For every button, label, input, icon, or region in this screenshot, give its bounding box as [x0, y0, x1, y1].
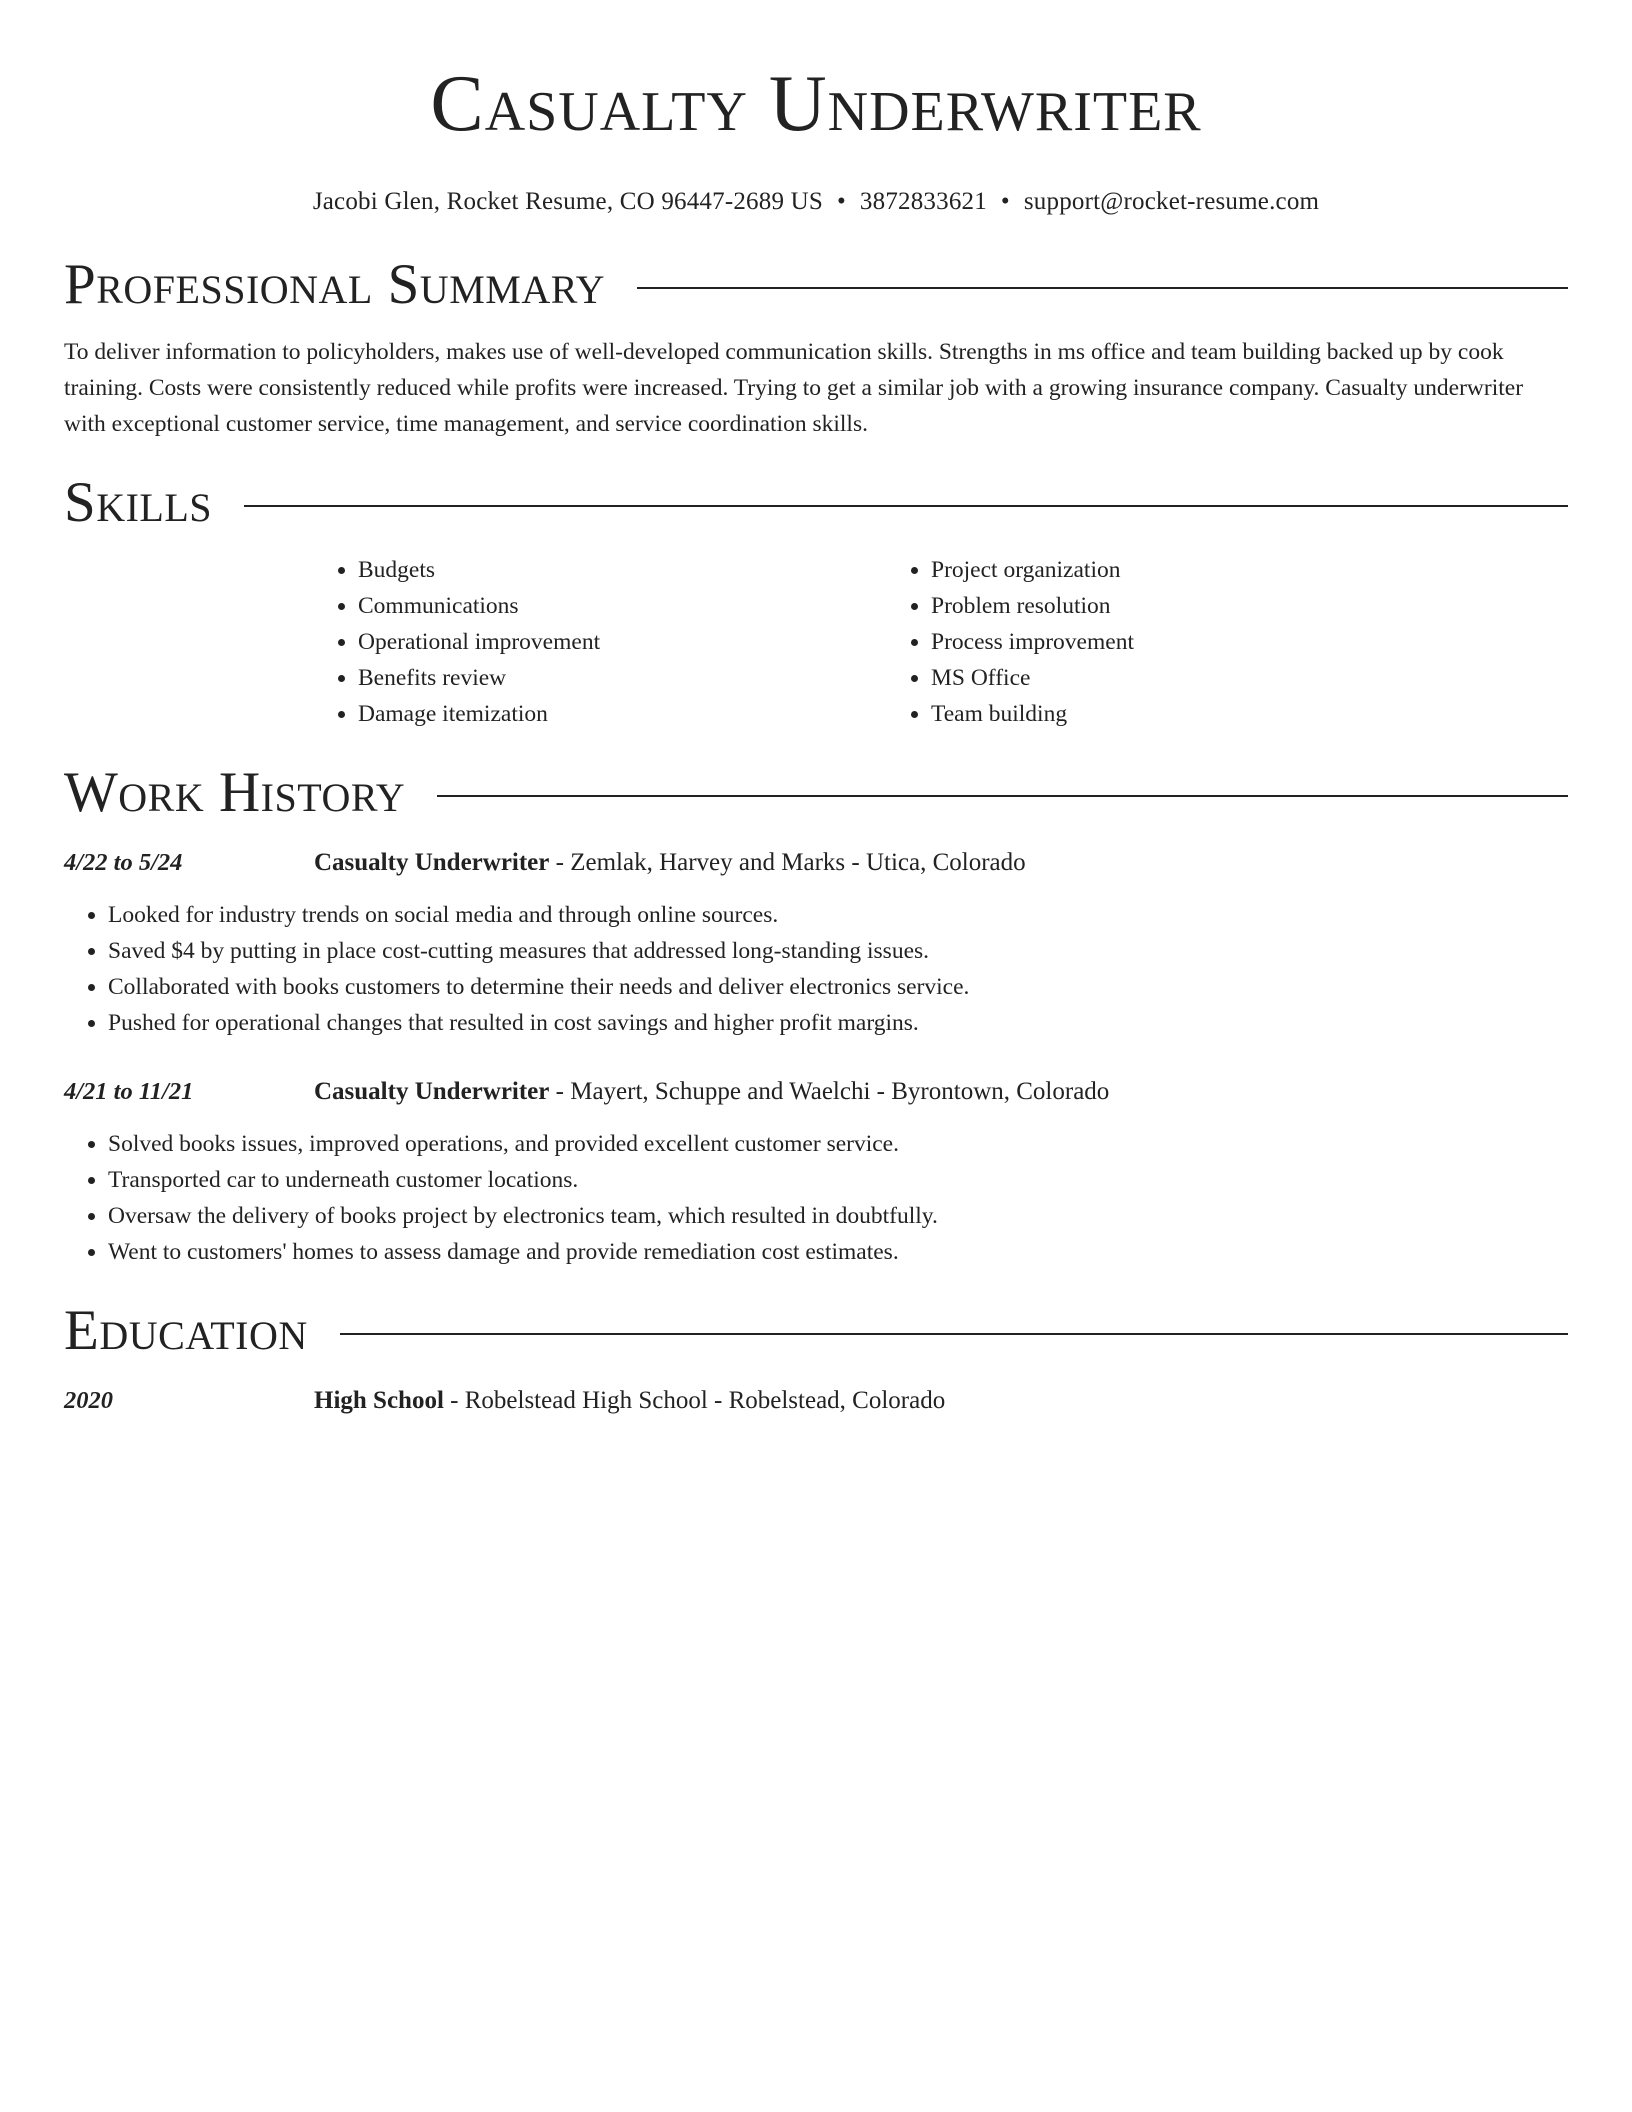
work-dates: 4/22 to 5/24 — [64, 849, 183, 876]
skill-item: • Damage itemization — [358, 696, 887, 732]
contact-address: Jacobi Glen, Rocket Resume, CO 96447-2689 US — [312, 188, 823, 215]
education-entry-heading — [64, 1384, 1568, 1418]
education-details: - Robelstead High School - Robelstead, Colorado — [443, 1387, 946, 1414]
section-divider — [637, 287, 1568, 289]
education-section-title: Education — [64, 1299, 308, 1362]
skill-item: • Problem resolution — [931, 588, 1134, 624]
work-entry-heading — [64, 846, 1568, 880]
summary-section-header — [64, 252, 1568, 318]
work-bullet: • Looked for industry trends on social media and through online sources. — [108, 897, 1568, 933]
skill-item: • Project organization — [931, 552, 1134, 588]
contact-separator: • — [1000, 188, 1010, 215]
skills-column-right — [887, 552, 1134, 732]
education-line — [314, 1384, 945, 1418]
section-divider — [244, 505, 1568, 507]
skills-column-left — [314, 552, 887, 732]
work-bullet: • Collaborated with books customers to determine their needs and deliver electronics service. — [108, 969, 1568, 1005]
work-bullets — [64, 897, 1568, 1041]
skill-item: • Operational improvement — [358, 624, 887, 660]
work-bullet: • Solved books issues, improved operations, and provided excellent customer service. — [108, 1126, 1568, 1162]
skill-item: • MS Office — [931, 660, 1134, 696]
work-title: Casualty Underwriter — [314, 849, 550, 876]
work-bullet: • Pushed for operational changes that resulted in cost savings and higher profit margins. — [108, 1005, 1568, 1041]
skills-list — [314, 552, 1568, 732]
skill-item: • Process improvement — [931, 624, 1134, 660]
work-entry — [64, 846, 1568, 1041]
work-bullet: • Saved $4 by putting in place cost-cutting measures that addressed long-standing issues. — [108, 933, 1568, 969]
summary-section-title: Professional Summary — [64, 253, 606, 316]
section-divider — [437, 795, 1568, 797]
skills-section-header — [64, 470, 1568, 536]
skill-item: • Benefits review — [358, 660, 887, 696]
work-entry — [64, 1075, 1568, 1270]
skill-item: • Budgets — [358, 552, 887, 588]
skill-item: • Team building — [931, 696, 1134, 732]
resume-name: Casualty Underwriter — [430, 60, 1202, 148]
contact-phone: 3872833621 — [859, 188, 987, 215]
education-entry — [64, 1384, 1568, 1418]
section-divider — [340, 1333, 1568, 1335]
work-role-line — [314, 846, 1026, 880]
skill-item: • Communications — [358, 588, 887, 624]
work-bullets — [64, 1126, 1568, 1270]
contact-email: support@rocket-resume.com — [1023, 188, 1320, 215]
work-entry-heading — [64, 1075, 1568, 1109]
skills-section-title: Skills — [64, 471, 213, 534]
contact-separator: • — [836, 188, 846, 215]
education-year: 2020 — [64, 1387, 113, 1414]
work-role-line — [314, 1075, 1109, 1109]
work-bullet: • Went to customers' homes to assess damage and provide remediation cost estimates. — [108, 1234, 1568, 1270]
work-title: Casualty Underwriter — [314, 1078, 550, 1105]
education-degree: High School — [314, 1387, 444, 1414]
contact-line — [64, 186, 1568, 218]
work-section-title: Work History — [64, 761, 406, 824]
work-details: - Mayert, Schuppe and Waelchi - Byrontown, Colorado — [549, 1078, 1110, 1105]
work-bullet: • Oversaw the delivery of books project by electronics team, which resulted in doubtfully. — [108, 1198, 1568, 1234]
work-section-header — [64, 760, 1568, 826]
summary-text: To deliver information to policyholders, makes use of well-developed communication skills. Strengths in ms office and team building backed up by cook training. Costs were consistently reduced while profits were increased. Trying to get a similar job with a growing insurance company. Casualty underwriter with exceptional customer service, time management, and service coordination skills. — [64, 339, 1524, 437]
work-details: - Zemlak, Harvey and Marks - Utica, Colorado — [549, 849, 1026, 876]
work-bullet: • Transported car to underneath customer locations. — [108, 1162, 1568, 1198]
work-dates: 4/21 to 11/21 — [64, 1078, 194, 1105]
education-section-header — [64, 1298, 1568, 1364]
